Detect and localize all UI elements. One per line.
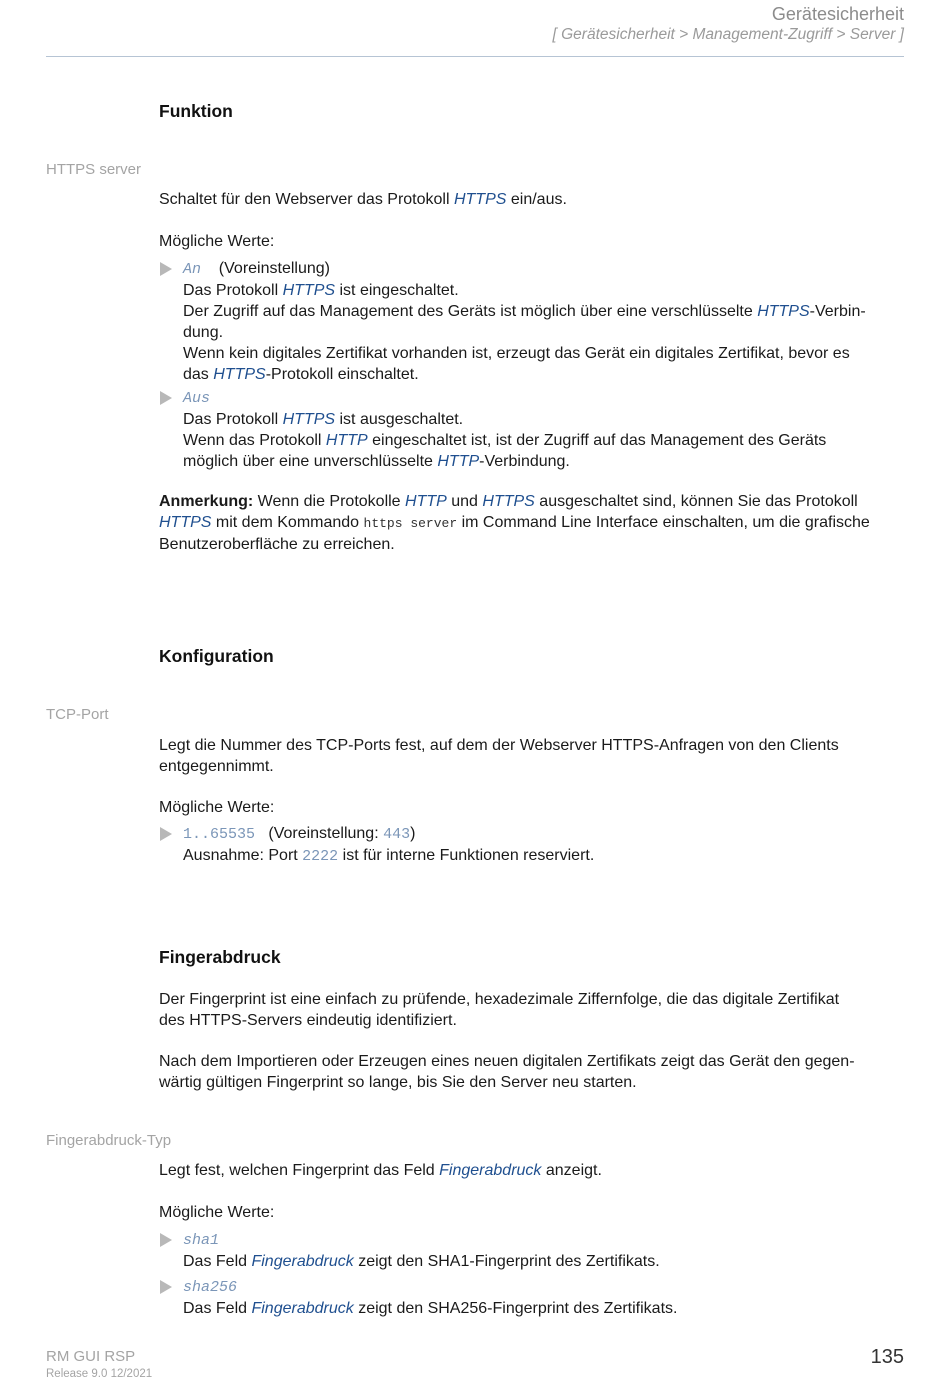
possible-values-label: Mögliche Werte:	[159, 799, 275, 816]
bullet-triangle-icon	[160, 1280, 172, 1294]
footer-release: Release 9.0 12/2021	[46, 1368, 153, 1380]
tcp-port-description: Legt die Nummer des TCP-Ports fest, auf dem der Webserver HTTPS-Anfragen von den Clients entgegennimmt.	[159, 737, 839, 775]
bullet-triangle-icon	[160, 262, 172, 276]
param-label-fingerabdruck-typ: Fingerabdruck-Typ	[46, 1132, 172, 1149]
section-heading-fingerabdruck: Fingerabdruck	[159, 947, 281, 967]
https-description: Schaltet für den Webserver das Protokoll HTTPS ein/aus.	[159, 191, 567, 208]
bullet-triangle-icon	[160, 391, 172, 405]
param-label-https-server: HTTPS server	[46, 161, 142, 178]
list-item: Aus Das Protokoll HTTPS ist ausgeschaltet. Wenn das Protokoll HTTP eingeschaltet ist, ist der Zugriff auf das Management des Geräts möglich über eine unverschlüsselte HTTP-Verbindung.	[159, 387, 907, 472]
list-item: sha1 Das Feld Fingerabdruck zeigt den SHA1-Fingerprint des Zertifikats.	[159, 1229, 907, 1272]
breadcrumb: [ Gerätesicherheit > Management-Zugriff > Server ]	[552, 26, 904, 43]
page-number: 135	[870, 1346, 904, 1368]
footer-document-name: RM GUI RSP	[46, 1348, 136, 1365]
list-item: 1..65535 (Voreinstellung: 443) Ausnahme: Port 2222 ist für interne Funktionen reserviert.	[159, 823, 907, 867]
note-block: Anmerkung: Wenn die Protokolle HTTP und HTTPS ausgeschaltet sind, können Sie das Protokoll HTTPS mit dem Kommando https server im Command Line Interface einschalten, um die grafische Benutzeroberfläche zu erreichen.	[159, 493, 870, 553]
fingerprint-paragraph-2: Nach dem Importieren oder Erzeugen eines neuen digitalen Zertifikats zeigt das Gerät den gegen- wärtig gültigen Fingerprint so lange, bis Sie den Server neu starten.	[159, 1053, 855, 1091]
list-item: An (Voreinstellung) Das Protokoll HTTPS ist eingeschaltet. Der Zugriff auf das Management des Geräts ist möglich über eine verschlüsselte HTTPS-Verbin- dung. Wenn kein digitales Zertifikat vorhanden ist, erzeugt das Gerät ein digitales Zertifikat, bevor es das HTTPS-Protokoll einschaltet.	[159, 258, 907, 385]
bullet-triangle-icon	[160, 1233, 172, 1247]
possible-values-label: Mögliche Werte:	[159, 1204, 275, 1221]
fingerprint-paragraph-1: Der Fingerprint ist eine einfach zu prüfende, hexadezimale Ziffernfolge, die das digitale Zertifikat des HTTPS-Servers eindeutig identifiziert.	[159, 991, 840, 1029]
section-heading-konfiguration: Konfiguration	[159, 646, 274, 666]
possible-values-label: Mögliche Werte:	[159, 233, 275, 250]
list-item: sha256 Das Feld Fingerabdruck zeigt den SHA256-Fingerprint des Zertifikats.	[159, 1276, 907, 1319]
chapter-title: Gerätesicherheit	[771, 4, 904, 24]
section-heading-funktion: Funktion	[159, 101, 233, 121]
header-divider	[46, 56, 904, 57]
param-label-tcp-port: TCP-Port	[46, 706, 109, 723]
cli-command: https server	[363, 516, 458, 531]
bullet-triangle-icon	[160, 827, 172, 841]
fingerprint-type-description: Legt fest, welchen Fingerprint das Feld Fingerabdruck anzeigt.	[159, 1162, 602, 1179]
